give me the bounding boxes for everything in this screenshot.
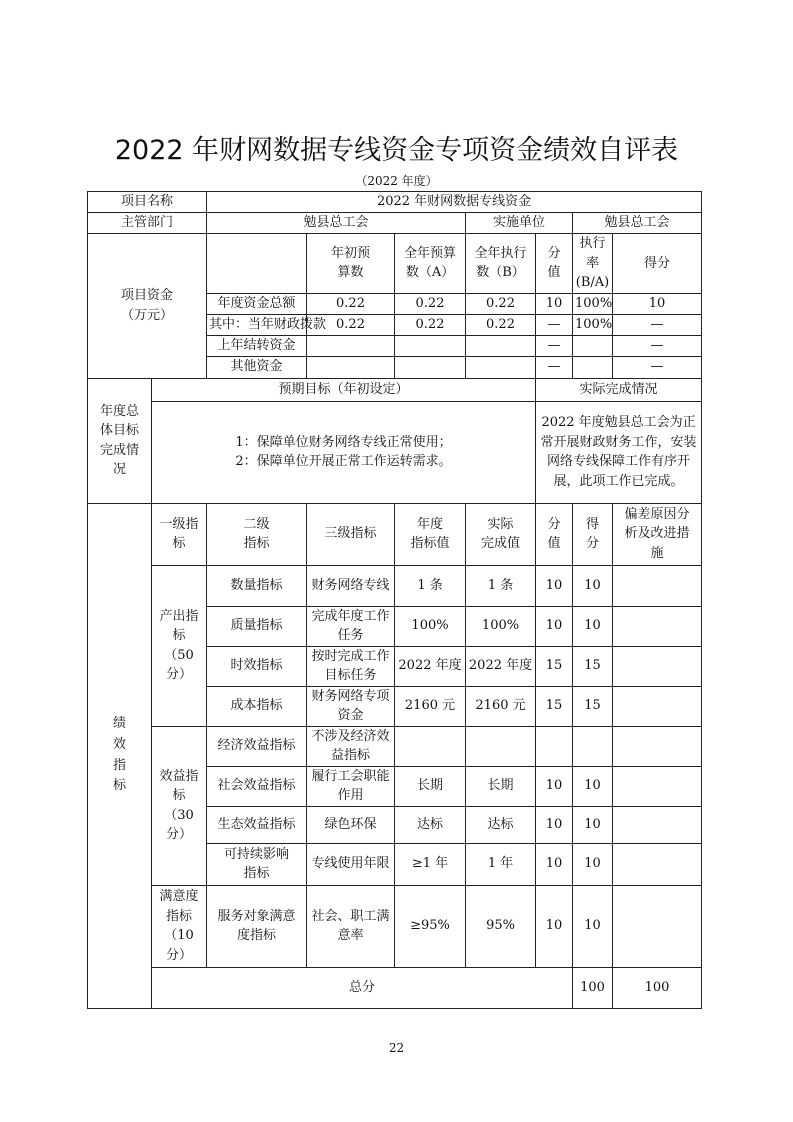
perf-row bbox=[88, 885, 702, 967]
perf-level3: 社会、职工满意率 bbox=[307, 885, 395, 967]
perf-row bbox=[88, 565, 702, 606]
perf-group-output: 产出指 标 （50 分） bbox=[152, 565, 207, 726]
funds-row-budget bbox=[395, 356, 466, 378]
dept-row bbox=[88, 213, 702, 234]
funds-row-score-value: — bbox=[536, 356, 573, 378]
perf-note bbox=[613, 806, 702, 843]
perf-header-level1: 一级指 标 bbox=[152, 503, 207, 565]
total-row bbox=[88, 967, 702, 1008]
perf-target: 2160 元 bbox=[395, 686, 466, 726]
perf-score: 10 bbox=[573, 843, 613, 885]
funds-row-executed: 0.22 bbox=[466, 314, 536, 335]
funds-label: 项目资金 （万元） bbox=[88, 234, 207, 379]
funds-row-name: 其他资金 bbox=[207, 356, 307, 378]
perf-score-value: 10 bbox=[536, 766, 573, 806]
perf-header-level3: 三级指标 bbox=[307, 503, 395, 565]
perf-header-actual: 实际 完成值 bbox=[466, 503, 536, 565]
perf-note bbox=[613, 686, 702, 726]
perf-score-value: 10 bbox=[536, 843, 573, 885]
perf-note bbox=[613, 885, 702, 967]
perf-level3: 财务网络专项资金 bbox=[307, 686, 395, 726]
perf-level2: 经济效益指标 bbox=[207, 726, 307, 766]
perf-actual: 100% bbox=[466, 606, 536, 646]
perf-actual bbox=[466, 726, 536, 766]
funds-row-budget bbox=[395, 335, 466, 356]
dept-label: 主管部门 bbox=[88, 213, 207, 234]
perf-level3: 专线使用年限 bbox=[307, 843, 395, 885]
perf-score-value: 15 bbox=[536, 686, 573, 726]
dept-value: 勉县总工会 bbox=[207, 213, 466, 234]
page-title: 2022 年财网数据专线资金专项资金绩效自评表 bbox=[114, 135, 679, 166]
funds-row-initial: 0.22 bbox=[307, 293, 395, 314]
perf-score bbox=[573, 726, 613, 766]
perf-level3: 完成年度工作任务 bbox=[307, 606, 395, 646]
funds-row-executed bbox=[466, 356, 536, 378]
perf-score: 15 bbox=[573, 686, 613, 726]
funds-row-score: 10 bbox=[613, 293, 702, 314]
funds-row-executed: 0.22 bbox=[466, 293, 536, 314]
perf-actual: 达标 bbox=[466, 806, 536, 843]
perf-target: 2022 年度 bbox=[395, 646, 466, 686]
total-label: 总分 bbox=[152, 967, 573, 1008]
perf-level3: 绿色环保 bbox=[307, 806, 395, 843]
goals-actual-header: 实际完成情况 bbox=[536, 378, 702, 401]
perf-actual: 1 条 bbox=[466, 565, 536, 606]
project-name-value: 2022 年财网数据专线资金 bbox=[207, 192, 702, 213]
perf-score: 10 bbox=[573, 806, 613, 843]
perf-note bbox=[613, 646, 702, 686]
goals-actual-text: 2022 年度勉县总工会为正常开展财政财务工作，安装网络专线保障工作有序开展，此项工作已完成。 bbox=[536, 401, 702, 503]
page-subtitle: （2022 年度） bbox=[355, 174, 438, 188]
perf-score-value: 10 bbox=[536, 885, 573, 967]
perf-level3: 不涉及经济效益指标 bbox=[307, 726, 395, 766]
perf-level2: 成本指标 bbox=[207, 686, 307, 726]
funds-row-executed bbox=[466, 335, 536, 356]
funds-row-score-value: — bbox=[536, 314, 573, 335]
goals-content-row bbox=[88, 401, 702, 503]
perf-target: 达标 bbox=[395, 806, 466, 843]
perf-target: ≥95% bbox=[395, 885, 466, 967]
perf-note bbox=[613, 843, 702, 885]
perf-score: 10 bbox=[573, 885, 613, 967]
perf-level2: 时效指标 bbox=[207, 646, 307, 686]
perf-header-target: 年度 指标值 bbox=[395, 503, 466, 565]
funds-header-initial: 年初预 算数 bbox=[307, 234, 395, 294]
perf-note bbox=[613, 565, 702, 606]
perf-target: 100% bbox=[395, 606, 466, 646]
impl-value: 勉县总工会 bbox=[573, 213, 702, 234]
perf-level2: 生态效益指标 bbox=[207, 806, 307, 843]
perf-level2: 数量指标 bbox=[207, 565, 307, 606]
perf-score: 15 bbox=[573, 646, 613, 686]
perf-score: 10 bbox=[573, 766, 613, 806]
funds-row-name: 上年结转资金 bbox=[207, 335, 307, 356]
perf-level2: 可持续影响 指标 bbox=[207, 843, 307, 885]
perf-score-value: 10 bbox=[536, 806, 573, 843]
perf-target bbox=[395, 726, 466, 766]
goals-expected-header: 预期目标（年初设定） bbox=[152, 378, 536, 401]
perf-actual: 95% bbox=[466, 885, 536, 967]
funds-row-score-value: — bbox=[536, 335, 573, 356]
perf-note bbox=[613, 606, 702, 646]
perf-actual: 2022 年度 bbox=[466, 646, 536, 686]
funds-row-initial bbox=[307, 335, 395, 356]
funds-header-blank bbox=[207, 234, 307, 294]
funds-row-name: 年度资金总额 bbox=[207, 293, 307, 314]
project-name-label: 项目名称 bbox=[88, 192, 207, 213]
perf-target: 1 条 bbox=[395, 565, 466, 606]
perf-header-score: 得 分 bbox=[573, 503, 613, 565]
perf-note bbox=[613, 726, 702, 766]
funds-row-score: — bbox=[613, 335, 702, 356]
funds-row-name: 其中：当年财政拨款 bbox=[207, 314, 307, 335]
impl-label: 实施单位 bbox=[466, 213, 573, 234]
funds-header-executed: 全年执行 数（B） bbox=[466, 234, 536, 294]
perf-group-benefit: 效益指 标 （30 分） bbox=[152, 726, 207, 885]
perf-target: ≥1 年 bbox=[395, 843, 466, 885]
perf-score-value: 10 bbox=[536, 606, 573, 646]
perf-target: 长期 bbox=[395, 766, 466, 806]
total-score-value: 100 bbox=[573, 967, 613, 1008]
funds-row-score: — bbox=[613, 314, 702, 335]
funds-row-initial: 0.22 bbox=[307, 314, 395, 335]
perf-level2: 服务对象满意 度指标 bbox=[207, 885, 307, 967]
performance-header-row bbox=[88, 503, 702, 565]
funds-row-score: — bbox=[613, 356, 702, 378]
funds-row-rate bbox=[573, 335, 613, 356]
perf-group-satisfaction: 满意度 指标 （10 分） bbox=[152, 885, 207, 967]
funds-row-budget: 0.22 bbox=[395, 293, 466, 314]
perf-level3: 履行工会职能作用 bbox=[307, 766, 395, 806]
goals-label: 年度总 体目标 完成情 况 bbox=[88, 378, 152, 503]
funds-row-score-value: 10 bbox=[536, 293, 573, 314]
perf-level3: 按时完成工作目标任务 bbox=[307, 646, 395, 686]
perf-level3: 财务网络专线 bbox=[307, 565, 395, 606]
funds-header-score-value: 分 值 bbox=[536, 234, 573, 294]
perf-actual: 2160 元 bbox=[466, 686, 536, 726]
perf-header-score-value: 分 值 bbox=[536, 503, 573, 565]
funds-row-rate bbox=[573, 356, 613, 378]
goals-expected-text: 1：保障单位财务网络专线正常使用； 2：保障单位开展正常工作运转需求。 bbox=[152, 401, 536, 503]
project-name-row bbox=[88, 192, 702, 213]
funds-row-budget: 0.22 bbox=[395, 314, 466, 335]
page-number: 22 bbox=[388, 1041, 405, 1055]
perf-score-value: 10 bbox=[536, 565, 573, 606]
perf-row bbox=[88, 726, 702, 766]
perf-level2: 社会效益指标 bbox=[207, 766, 307, 806]
perf-note bbox=[613, 766, 702, 806]
funds-header-score: 得分 bbox=[613, 234, 702, 294]
funds-header-row bbox=[88, 234, 702, 294]
evaluation-table bbox=[87, 191, 702, 1009]
goals-header-row bbox=[88, 378, 702, 401]
funds-row-rate: 100% bbox=[573, 314, 613, 335]
perf-score: 10 bbox=[573, 565, 613, 606]
perf-header-note: 偏差原因分 析及改进措 施 bbox=[613, 503, 702, 565]
perf-actual: 1 年 bbox=[466, 843, 536, 885]
funds-row-rate: 100% bbox=[573, 293, 613, 314]
funds-header-rate: 执行率 (B/A) bbox=[573, 234, 613, 294]
funds-row-initial bbox=[307, 356, 395, 378]
perf-level2: 质量指标 bbox=[207, 606, 307, 646]
performance-label: 绩 效 指 标 bbox=[88, 503, 152, 1008]
perf-score-value: 15 bbox=[536, 646, 573, 686]
funds-header-budget: 全年预算 数（A） bbox=[395, 234, 466, 294]
perf-actual: 长期 bbox=[466, 766, 536, 806]
perf-header-level2: 二级 指标 bbox=[207, 503, 307, 565]
perf-score: 10 bbox=[573, 606, 613, 646]
perf-score-value bbox=[536, 726, 573, 766]
total-score: 100 bbox=[613, 967, 702, 1008]
